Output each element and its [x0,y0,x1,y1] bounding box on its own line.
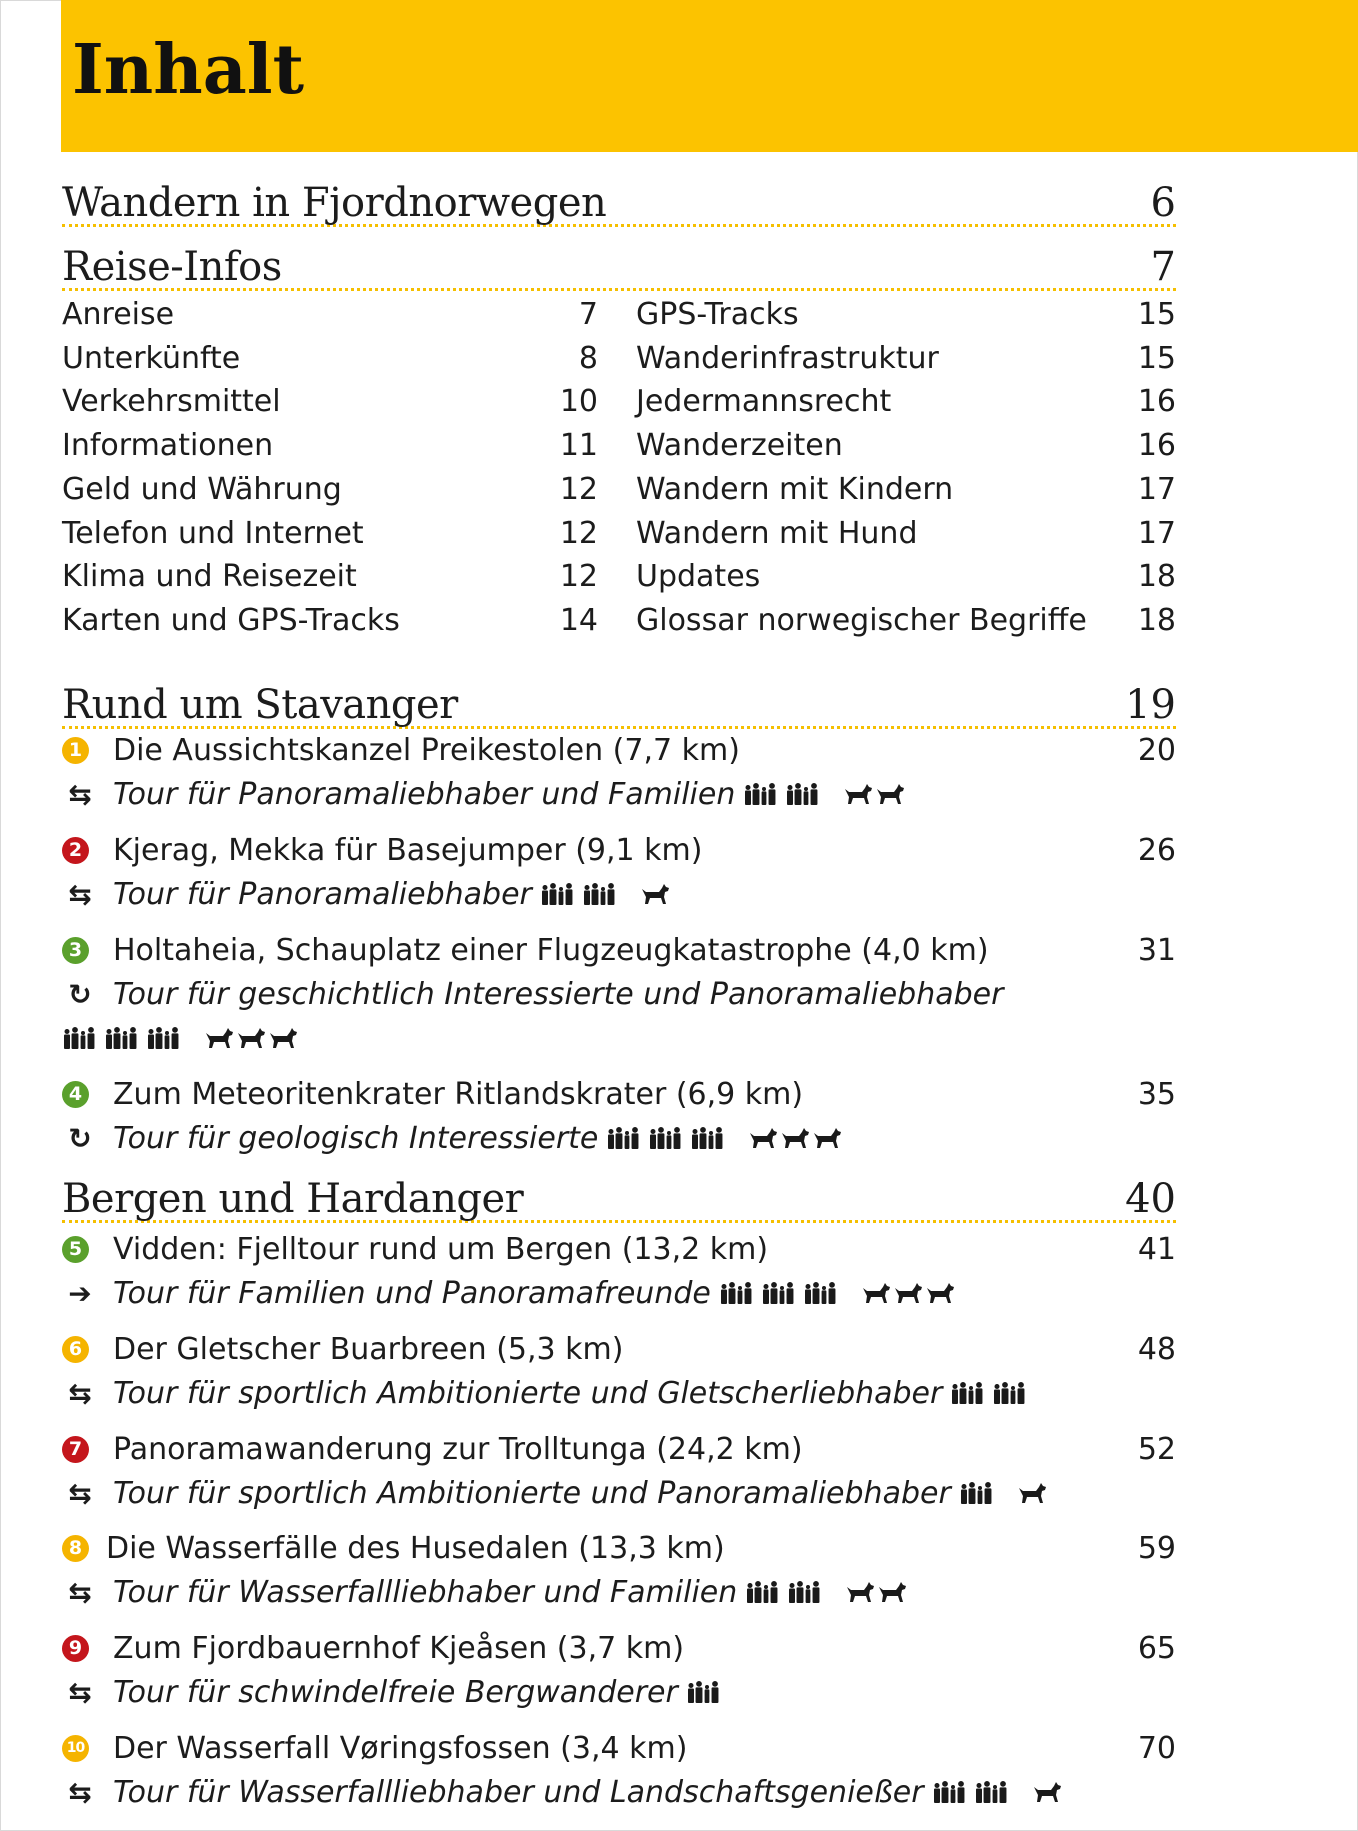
info-title: Informationen [62,428,274,464]
out-and-back-icon: ⇆ [68,1776,92,1809]
tour-entry[interactable] [62,729,1176,773]
tour-number-badge: 2 [62,837,89,864]
info-entry[interactable] [62,555,598,599]
dog-icon [268,1027,298,1049]
chapter-entry[interactable] [62,674,1176,729]
info-page: 12 [559,471,598,507]
tour-description [113,1117,844,1162]
info-entry[interactable] [636,555,1176,599]
tour-description-text: Tour für Panoramaliebhaber [113,877,532,912]
tour-page: 59 [1137,1531,1176,1566]
dog-icon [1032,1781,1062,1803]
tour-description-text: Tour für geologisch Interessierte [113,1121,599,1156]
info-title: GPS-Tracks [636,297,799,332]
chapter-page: 40 [1125,1176,1176,1222]
family-icon [686,1677,724,1703]
tour-title: Zum Fjordbauernhof Kjeåsen (3,7 km) [113,1631,685,1666]
chapter-page: 19 [1125,682,1176,728]
chapter-title: Rund um Stavanger [62,682,458,728]
family-icon [104,1023,142,1049]
out-and-back-icon: ⇆ [68,1676,92,1709]
tour-entry[interactable] [62,1527,1176,1571]
chapter-entry[interactable] [62,172,1176,227]
family-icon [959,1478,997,1504]
tour-description-text: Tour für sportlich Ambitionierte und Gletscherliebhaber [113,1376,943,1411]
family-icon [146,1023,184,1049]
info-entry[interactable] [636,293,1176,337]
family-icon [974,1777,1012,1803]
info-page: 17 [1137,471,1176,507]
dog-icon [748,1127,778,1149]
difficulty-rating [743,774,907,818]
tour-number-badge: 8 [62,1535,89,1562]
tour-page: 26 [1137,833,1176,868]
family-icon [745,1577,783,1603]
dog-icon [204,1027,234,1049]
dog-icon [640,883,670,905]
out-and-back-icon: ⇆ [68,778,92,811]
info-page: 16 [1137,428,1176,464]
info-entry[interactable] [636,512,1176,556]
tour-number-badge: 7 [62,1436,89,1463]
dog-icon [925,1282,955,1304]
info-page: 11 [559,428,598,464]
tour-description-text: Tour für Familien und Panoramafreunde [113,1276,711,1311]
tour-entry[interactable] [62,1073,1176,1117]
difficulty-rating [959,1473,1049,1517]
info-entry[interactable] [62,599,598,643]
tour-description [113,1372,1034,1417]
tour-title: Der Wasserfall Vøringsfossen (3,4 km) [113,1731,688,1766]
info-title: Telefon und Internet [62,515,364,551]
tour-title: Holtaheia, Schauplatz einer Flugzeugkatastrophe (4,0 km) [113,933,989,968]
tour-title: Der Gletscher Buarbreen (5,3 km) [113,1332,624,1367]
family-icon [785,779,823,805]
family-icon [648,1123,686,1149]
tour-page: 31 [1137,933,1176,968]
info-entry[interactable] [62,468,598,512]
info-title: Wanderinfrastruktur [636,340,939,376]
tour-number-badge: 9 [62,1635,89,1662]
info-title: Unterkünfte [62,340,241,376]
info-entry[interactable] [62,512,598,556]
tour-number-badge: 10 [62,1735,89,1762]
tour-entry[interactable] [62,1428,1176,1472]
info-title: Glossar norwegischer Begriffe [636,602,1087,638]
info-page: 7 [578,297,598,332]
info-title: Anreise [62,297,175,332]
family-icon [690,1123,728,1149]
info-title: Karten und GPS-Tracks [62,602,400,638]
difficulty-rating [540,874,672,918]
tour-description [113,1671,728,1716]
difficulty-rating [719,1273,957,1317]
chapter-entry[interactable] [62,1168,1176,1223]
info-page: 8 [578,340,598,376]
family-icon [582,879,620,905]
tour-title: Kjerag, Mekka für Basejumper (9,1 km) [113,833,703,868]
tour-title: Vidden: Fjelltour rund um Bergen (13,2 km) [113,1232,769,1267]
info-entry[interactable] [62,424,598,468]
family-icon [719,1278,757,1304]
tour-description-text: Tour für schwindelfreie Bergwanderer [113,1675,678,1710]
info-entry[interactable] [636,337,1176,381]
tour-entry[interactable] [62,929,1176,973]
dog-icon [875,783,905,805]
tour-description-text: Tour für Wasserfallliebhaber und Familien [113,1575,738,1610]
tour-page: 35 [1137,1077,1176,1112]
dog-icon [843,783,873,805]
info-entry[interactable] [636,380,1176,424]
tour-description [113,873,672,918]
family-icon [606,1123,644,1149]
tour-number-badge: 6 [62,1336,89,1363]
chapter-title: Bergen und Hardanger [62,1176,524,1222]
info-title: Geld und Währung [62,471,342,507]
tour-description [113,1472,1049,1517]
tour-page: 52 [1137,1432,1176,1467]
dog-icon [893,1282,923,1304]
family-icon [992,1378,1030,1404]
tour-page: 41 [1137,1232,1176,1267]
tour-entry[interactable] [62,1627,1176,1671]
info-page: 18 [1137,602,1176,638]
tour-description [113,1571,909,1616]
tour-number-badge: 4 [62,1081,89,1108]
family-icon [803,1278,841,1304]
difficulty-rating [950,1373,1034,1417]
chapter-title: Reise-Infos [62,244,282,290]
info-entry[interactable] [62,380,598,424]
dog-icon [236,1027,266,1049]
dog-icon [845,1581,875,1603]
info-title: Wandern mit Kindern [636,471,954,507]
tour-entry[interactable] [62,1727,1176,1771]
out-and-back-icon: ⇆ [68,1576,92,1609]
header-bar [61,0,1358,152]
tour-title: Die Aussichtskanzel Preikestolen (7,7 km) [113,733,740,768]
out-and-back-icon: ⇆ [68,878,92,911]
info-title: Updates [636,559,761,595]
info-entry[interactable] [62,337,598,381]
tour-number-badge: 3 [62,937,89,964]
family-icon [540,879,578,905]
chapter-page: 6 [1150,180,1176,226]
info-entry[interactable] [636,424,1176,468]
family-icon [932,1777,970,1803]
info-title: Wandern mit Hund [636,515,918,551]
tour-page: 65 [1137,1631,1176,1666]
tour-entry[interactable] [62,1328,1176,1372]
info-page: 17 [1137,515,1176,551]
tour-description [113,973,1003,1062]
info-title: Verkehrsmittel [62,384,281,420]
family-icon [787,1577,825,1603]
tour-description-text: Tour für geschichtlich Interessierte und Panoramaliebhaber [113,977,1004,1012]
out-and-back-icon: ⇆ [68,1477,92,1510]
loop-icon: ↻ [68,978,92,1011]
info-entry[interactable] [62,293,598,337]
tour-page: 70 [1137,1731,1176,1766]
dog-icon [861,1282,891,1304]
tour-description [113,1771,1064,1816]
family-icon [950,1378,988,1404]
dog-icon [812,1127,842,1149]
dog-icon [780,1127,810,1149]
info-page: 15 [1137,297,1176,332]
difficulty-rating [606,1118,844,1162]
info-page: 15 [1137,340,1176,376]
tour-number-badge: 5 [62,1236,89,1263]
tour-entry[interactable] [62,829,1176,873]
difficulty-rating [686,1672,728,1716]
out-and-back-icon: ⇆ [68,1377,92,1410]
tour-entry[interactable] [62,1228,1176,1272]
tour-description-text: Tour für Wasserfallliebhaber und Landschaftsgenießer [113,1775,924,1810]
one-way-icon: ➔ [68,1277,92,1310]
info-page: 12 [559,559,598,595]
chapter-entry[interactable] [62,236,1176,291]
info-title: Wanderzeiten [636,428,843,464]
tour-description-text: Tour für Panoramaliebhaber und Familien [113,777,736,812]
tour-title: Panoramawanderung zur Trolltunga (24,2 km) [113,1432,803,1467]
difficulty-rating [932,1772,1064,1816]
dog-icon [1017,1482,1047,1504]
tour-title: Die Wasserfälle des Husedalen (13,3 km) [106,1531,725,1566]
info-title: Klima und Reisezeit [62,559,357,595]
chapter-title: Wandern in Fjordnorwegen [62,180,607,226]
info-entry[interactable] [636,599,1176,643]
info-page: 18 [1137,559,1176,595]
difficulty-rating [62,1018,300,1062]
info-page: 10 [559,384,598,420]
tour-page: 48 [1137,1332,1176,1367]
dog-icon [877,1581,907,1603]
tour-description-text: Tour für sportlich Ambitionierte und Panoramaliebhaber [113,1476,951,1511]
info-entry[interactable] [636,468,1176,512]
loop-icon: ↻ [68,1122,92,1155]
page-title: Inhalt [72,30,304,110]
family-icon [761,1278,799,1304]
tour-description [113,1272,957,1317]
tour-description [113,773,907,818]
info-page: 14 [559,602,598,638]
chapter-page: 7 [1150,244,1176,290]
family-icon [62,1023,100,1049]
family-icon [743,779,781,805]
info-page: 12 [559,515,598,551]
tour-title: Zum Meteoritenkrater Ritlandskrater (6,9 km) [113,1077,804,1112]
info-title: Jedermannsrecht [636,384,892,420]
info-page: 16 [1137,384,1176,420]
difficulty-rating [745,1572,909,1616]
tour-number-badge: 1 [62,737,89,764]
tour-page: 20 [1137,733,1176,768]
